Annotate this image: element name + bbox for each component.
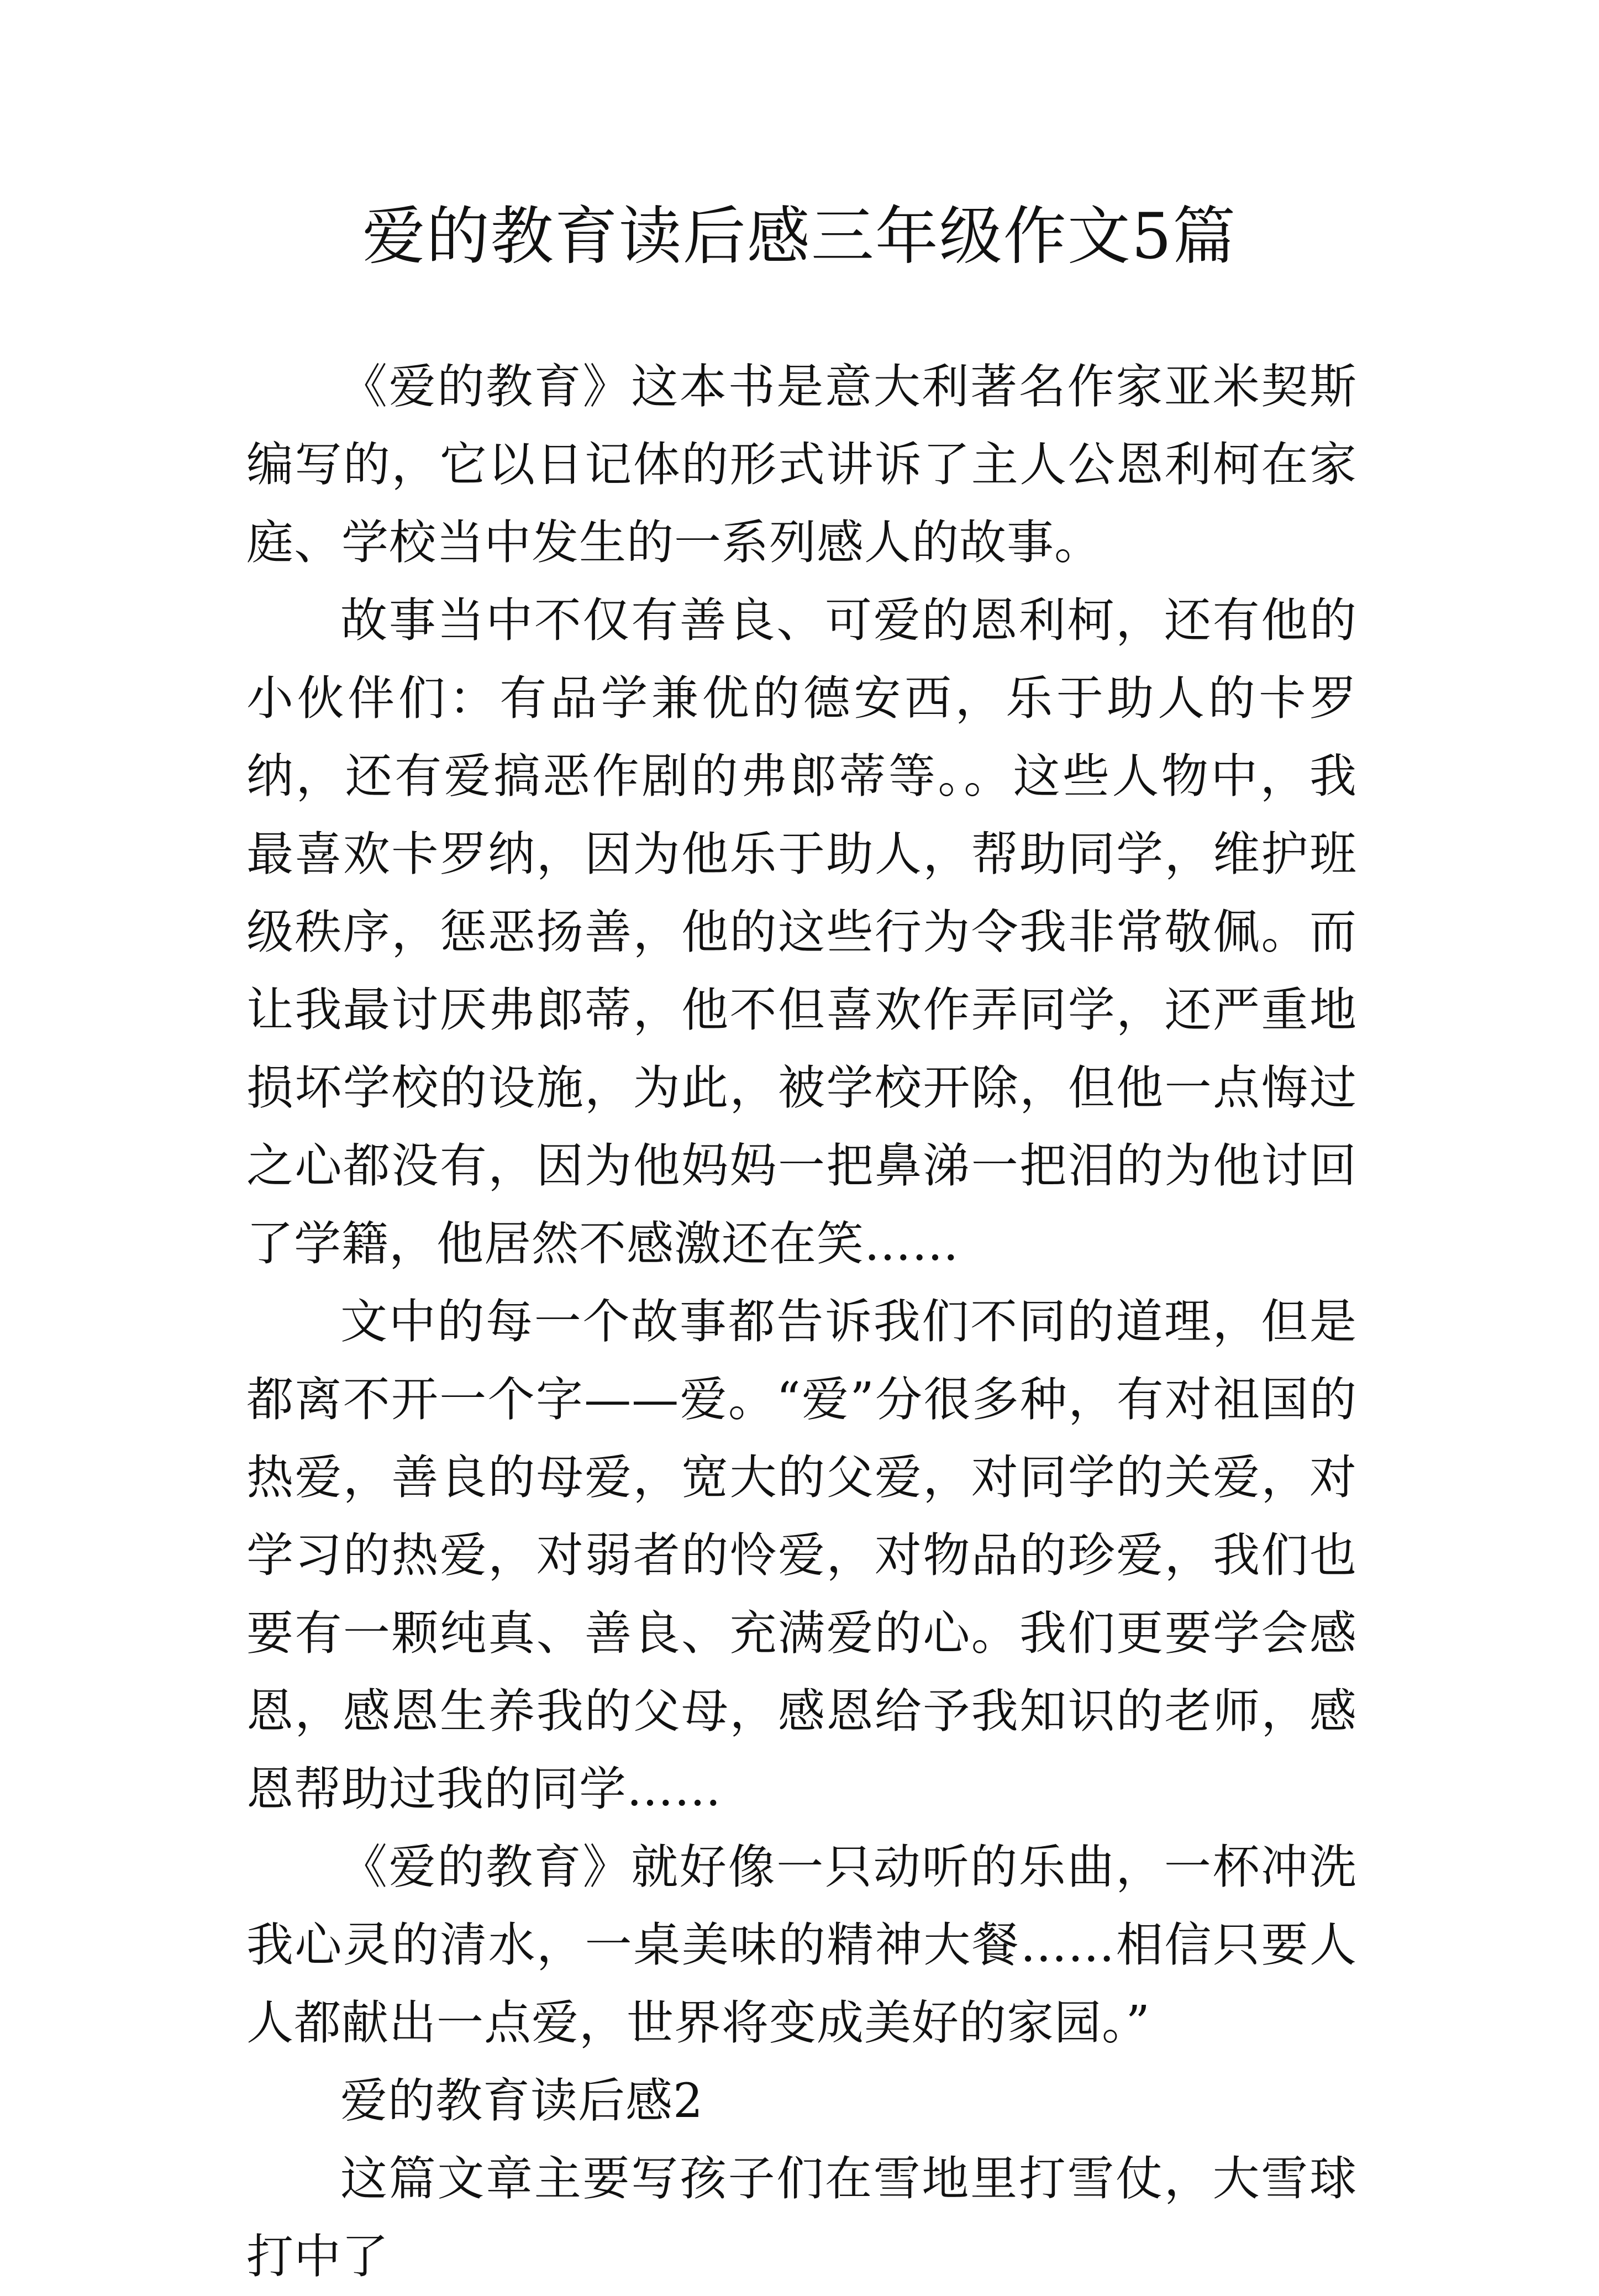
section-heading: 爱的教育读后感2 [340, 2074, 704, 2129]
paragraph-2: 故事当中不仅有善良、可爱的恩利柯，还有他的小伙伴们：有品学兼优的德安西，乐于助人的卡罗纳，还有爱搞恶作剧的弗郎蒂等。。这些人物中，我最喜欢卡罗纳，因为他乐于助人，帮助同学，维护班级秩序，惩恶扬善，他的这些行为令我非常敬佩。而让我最讨厌弗郎蒂，他不但喜欢作弄同学，还严重地损坏学校的设施，为此，被学校开除，但他一点悔过之心都没有，因为他妈妈一把鼻涕一把泪的为他讨回了学籍，他居然不感激还在笑…… [246, 593, 1357, 1272]
paragraph-4: 《爱的教育》就好像一只动听的乐曲，一杯冲洗我心灵的清水，一桌美味的精神大餐……相信只要人人都献出一点爱，世界将变成美好的家园。” [246, 1840, 1357, 2051]
paragraph-5: 这篇文章主要写孩子们在雪地里打雪仗，大雪球打中了 [246, 2152, 1357, 2284]
document-title: 爱的教育读后感三年级作文5篇 [362, 199, 1237, 273]
paragraph-3: 文中的每一个故事都告诉我们不同的道理，但是都离不开一个字——爱。“爱”分很多种，有对祖国的热爱，善良的母爱，宽大的父爱，对同学的关爱，对学习的热爱，对弱者的怜爱，对物品的珍爱，我们也要有一颗纯真、善良、充满爱的心。我们更要学会感恩，感恩生养我的父母，感恩给予我知识的老师，感恩帮助过我的同学…… [246, 1295, 1357, 1817]
paragraph-1: 《爱的教育》这本书是意大利著名作家亚米契斯编写的，它以日记体的形式讲诉了主人公恩利柯在家庭、学校当中发生的一系列感人的故事。 [246, 360, 1357, 570]
document-body [246, 348, 1357, 2296]
